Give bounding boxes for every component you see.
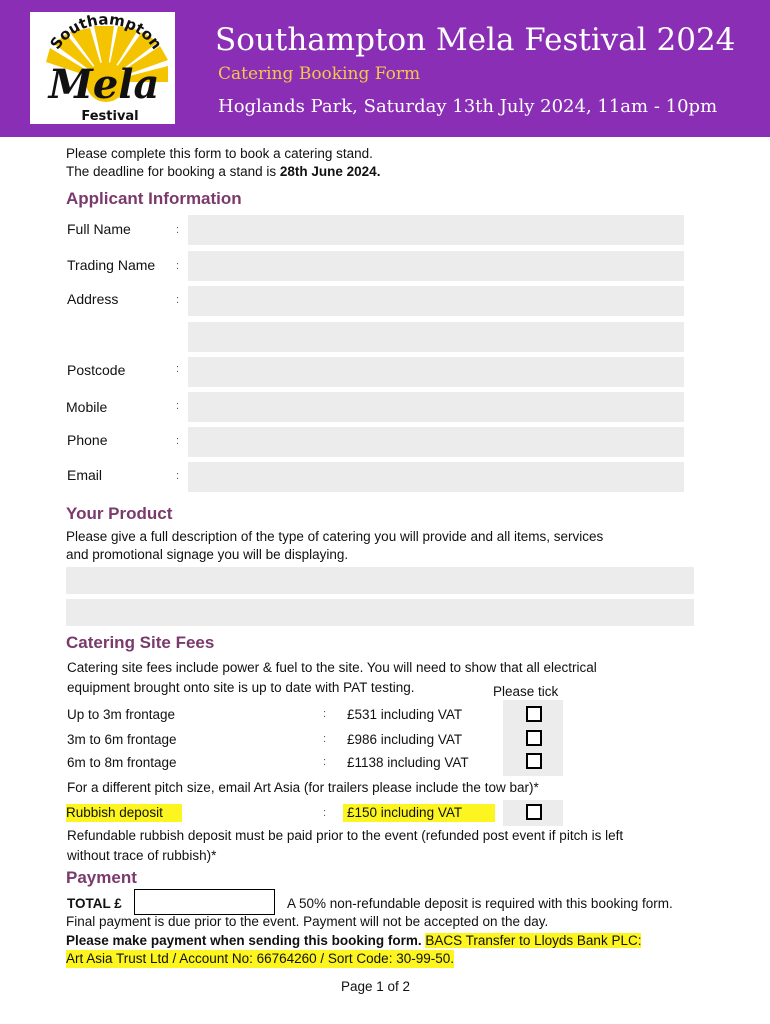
different-pitch-note: For a different pitch size, email Art Asia (for trailers please include the tow bar)* bbox=[67, 780, 539, 795]
colon: : bbox=[176, 400, 180, 412]
colon: : bbox=[323, 733, 327, 745]
colon: : bbox=[323, 807, 327, 819]
fee-checkbox-8m[interactable] bbox=[526, 753, 542, 769]
full-name-label: Full Name bbox=[67, 221, 131, 237]
final-payment-note: Final payment is due prior to the event. Payment will not be accepted on the day. bbox=[66, 914, 549, 929]
deposit-note: A 50% non-refundable deposit is required with this booking form. bbox=[287, 896, 673, 911]
address-field-line-2[interactable] bbox=[188, 322, 684, 352]
intro-line-1: Please complete this form to book a catering stand. bbox=[66, 146, 373, 161]
rubbish-deposit-label: Rubbish deposit bbox=[66, 804, 182, 822]
logo-top-text: Southampton bbox=[46, 12, 166, 53]
please-tick-label: Please tick bbox=[493, 684, 559, 699]
trading-name-field[interactable] bbox=[188, 251, 684, 281]
payment-instruction bbox=[66, 932, 641, 950]
mobile-label: Mobile bbox=[66, 399, 108, 415]
colon: : bbox=[176, 470, 180, 482]
full-name-field[interactable] bbox=[188, 215, 684, 245]
refund-note-1: Refundable rubbish deposit must be paid prior to the event (refunded post event if pitch is left bbox=[67, 828, 624, 843]
colon: : bbox=[323, 708, 327, 720]
postcode-label: Postcode bbox=[67, 362, 126, 378]
mobile-field[interactable] bbox=[188, 392, 684, 422]
fees-intro-1: Catering site fees include power & fuel to the site. You will need to show that all electrical bbox=[67, 660, 597, 675]
bank-details-2: Art Asia Trust Ltd / Account No: 66764260 / Sort Code: 30-99-50. bbox=[66, 951, 454, 966]
intro-deadline-date: 28th June 2024. bbox=[279, 164, 381, 179]
product-heading: Your Product bbox=[66, 504, 173, 523]
payment-heading: Payment bbox=[66, 868, 137, 887]
trading-name-label: Trading Name bbox=[67, 257, 156, 273]
email-field[interactable] bbox=[188, 462, 684, 492]
fees-intro-2: equipment brought onto site is up to date with PAT testing. bbox=[67, 680, 415, 695]
phone-label: Phone bbox=[67, 432, 108, 448]
rubbish-deposit-checkbox[interactable] bbox=[526, 804, 542, 820]
fee-row-label: 6m to 8m frontage bbox=[67, 755, 177, 770]
colon: : bbox=[176, 435, 180, 447]
colon: : bbox=[176, 363, 180, 375]
refund-note-2: without trace of rubbish)* bbox=[67, 848, 217, 863]
bank-details-1: BACS Transfer to Lloyds Bank PLC: bbox=[425, 933, 642, 948]
fee-row-price: £986 including VAT bbox=[347, 732, 463, 747]
product-description-2: and promotional signage you will be displaying. bbox=[66, 547, 349, 562]
total-amount-field[interactable] bbox=[134, 889, 275, 915]
logo-bottom-text: Festival bbox=[81, 109, 139, 124]
fee-row-price: £531 including VAT bbox=[347, 707, 463, 722]
mela-logo bbox=[30, 12, 175, 124]
product-description-1: Please give a full description of the type of catering you will provide and all items, services bbox=[66, 529, 604, 544]
phone-field[interactable] bbox=[188, 427, 684, 457]
logo-main-text: Mela bbox=[48, 61, 160, 108]
sun-logo-icon bbox=[30, 12, 175, 124]
fee-row-price: £1138 including VAT bbox=[347, 755, 469, 770]
page-title: Southampton Mela Festival 2024 bbox=[215, 22, 736, 58]
applicant-heading: Applicant Information bbox=[66, 189, 242, 208]
colon: : bbox=[323, 756, 327, 768]
colon: : bbox=[176, 294, 180, 306]
fees-heading: Catering Site Fees bbox=[66, 633, 215, 652]
product-field-line-2[interactable] bbox=[66, 599, 694, 626]
fee-checkbox-3m[interactable] bbox=[526, 706, 542, 722]
colon: : bbox=[176, 260, 180, 272]
fee-row-label: 3m to 6m frontage bbox=[67, 732, 177, 747]
email-label: Email bbox=[67, 467, 103, 483]
colon: : bbox=[176, 224, 180, 236]
intro-line-2 bbox=[66, 163, 380, 181]
event-venue: Hoglands Park, Saturday 13th July 2024, 11am - 10pm bbox=[218, 96, 718, 117]
fee-checkbox-6m[interactable] bbox=[526, 730, 542, 746]
page-header bbox=[0, 0, 770, 137]
total-label: TOTAL £ bbox=[67, 896, 122, 911]
rubbish-deposit-price: £150 including VAT bbox=[343, 804, 495, 822]
product-field-line-1[interactable] bbox=[66, 567, 694, 594]
address-label: Address bbox=[67, 291, 119, 307]
postcode-field[interactable] bbox=[188, 357, 684, 387]
payment-bold-note: Please make payment when sending this booking form. bbox=[66, 933, 422, 948]
page-number: Page 1 of 2 bbox=[341, 979, 411, 994]
fee-row-label: Up to 3m frontage bbox=[67, 707, 176, 722]
page-subtitle: Catering Booking Form bbox=[218, 64, 421, 84]
intro-deadline-prefix: The deadline for booking a stand is bbox=[66, 164, 280, 179]
address-field-line-1[interactable] bbox=[188, 286, 684, 316]
